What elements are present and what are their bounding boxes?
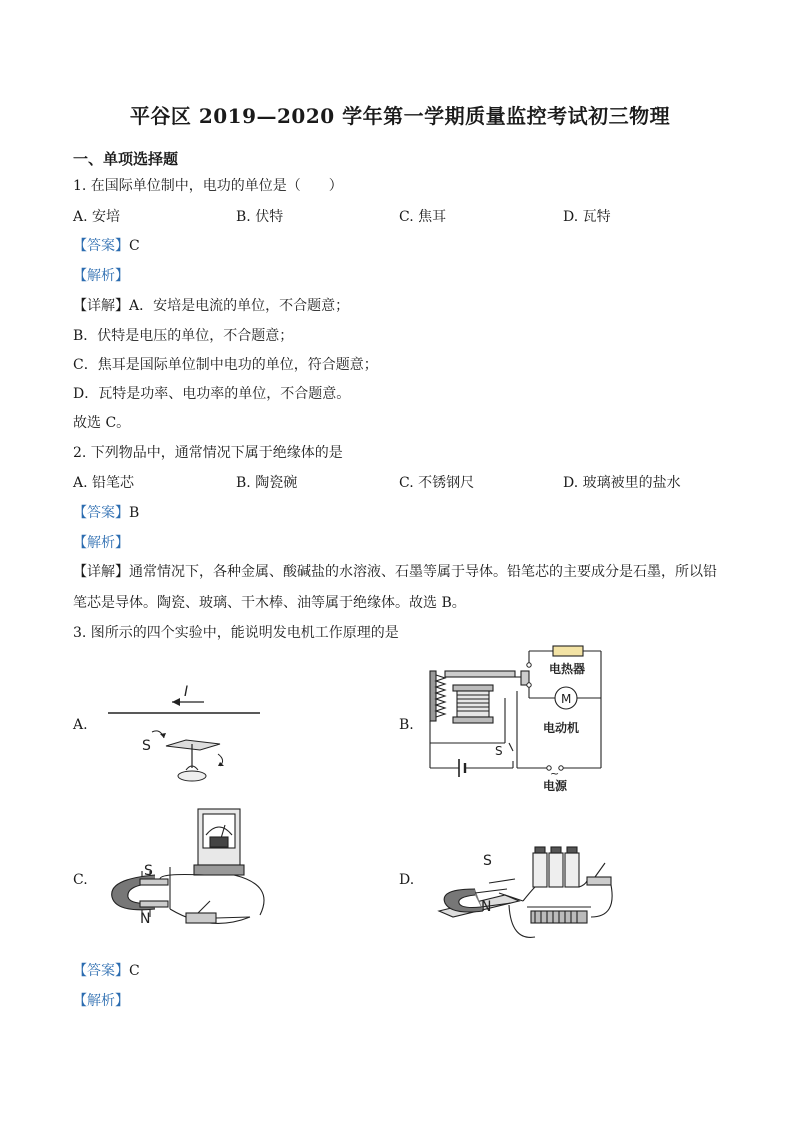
q3-answer: 【答案】C	[73, 963, 140, 979]
fig-b-switch-label: S	[495, 744, 503, 758]
q2-analysis-tag: 【解析】	[73, 535, 129, 551]
fig-b-label: B.	[399, 717, 414, 733]
q1-option-d: D. 瓦特	[563, 209, 611, 225]
fig-b-motor-symbol: M	[561, 692, 572, 706]
fig-b-ac-symbol: ~	[550, 767, 560, 780]
fig-c-induction	[100, 805, 285, 935]
q1-conclusion: 故选 C。	[73, 415, 131, 431]
q3-stem: 3. 图所示的四个实验中，能说明发电机工作原理的是	[73, 625, 399, 641]
section-heading: 一、单项选择题	[73, 150, 179, 168]
q2-option-b: B. 陶瓷碗	[236, 475, 298, 491]
fig-d-label: D.	[399, 872, 415, 888]
fig-b-motor-label: 电动机	[543, 721, 580, 735]
q1-option-c: C. 焦耳	[399, 209, 447, 225]
page-title: 平谷区 2019—2020 学年第一学期质量监控考试初三物理	[129, 104, 671, 128]
q1-analysis-tag: 【解析】	[73, 268, 129, 284]
q2-detail-2: 笔芯是导体。陶瓷、玻璃、干木棒、油等属于绝缘体。故选 B。	[73, 595, 466, 611]
fig-a-label: A.	[73, 717, 88, 733]
q3-analysis-tag: 【解析】	[73, 993, 129, 1009]
q2-option-a: A. 铅笔芯	[73, 475, 135, 491]
q2-detail-1: 【详解】通常情况下，各种金属、酸碱盐的水溶液、石墨等属于导体。铅笔芯的主要成分是石墨，所以铅	[73, 564, 717, 580]
fig-a-current-label: I	[184, 684, 189, 700]
q2-stem: 2. 下列物品中，通常情况下属于绝缘体的是	[73, 445, 343, 461]
fig-b-heater-label: 电热器	[549, 662, 586, 676]
q1-stem: 1. 在国际单位制中，电功的单位是（ ）	[73, 178, 343, 194]
fig-c-s-label: S	[144, 863, 153, 879]
fig-b-relay	[425, 643, 610, 791]
fig-d-n-label: N	[481, 899, 492, 915]
fig-c-label: C.	[73, 872, 88, 888]
fig-a-oersted	[100, 680, 270, 785]
fig-d-motor	[435, 845, 620, 945]
fig-a-needle-label: S	[142, 738, 151, 754]
q1-answer: 【答案】C	[73, 238, 140, 254]
q2-option-d: D. 玻璃被里的盐水	[563, 475, 681, 491]
q2-option-c: C. 不锈钢尺	[399, 475, 475, 491]
q1-detail-3: C．焦耳是国际单位制中电功的单位，符合题意；	[73, 357, 378, 373]
q1-option-b: B. 伏特	[236, 209, 284, 225]
fig-d-s-label: S	[483, 853, 492, 869]
fig-b-source-label: 电源	[543, 779, 568, 793]
q1-detail-1: 【详解】A．安培是电流的单位，不合题意；	[73, 298, 350, 314]
q1-detail-2: B．伏特是电压的单位，不合题意；	[73, 328, 294, 344]
q2-answer: 【答案】B	[73, 505, 140, 521]
fig-c-n-label: N	[140, 911, 151, 927]
q1-option-a: A. 安培	[73, 209, 121, 225]
q1-detail-4: D．瓦特是功率、电功率的单位，不合题意。	[73, 386, 351, 402]
